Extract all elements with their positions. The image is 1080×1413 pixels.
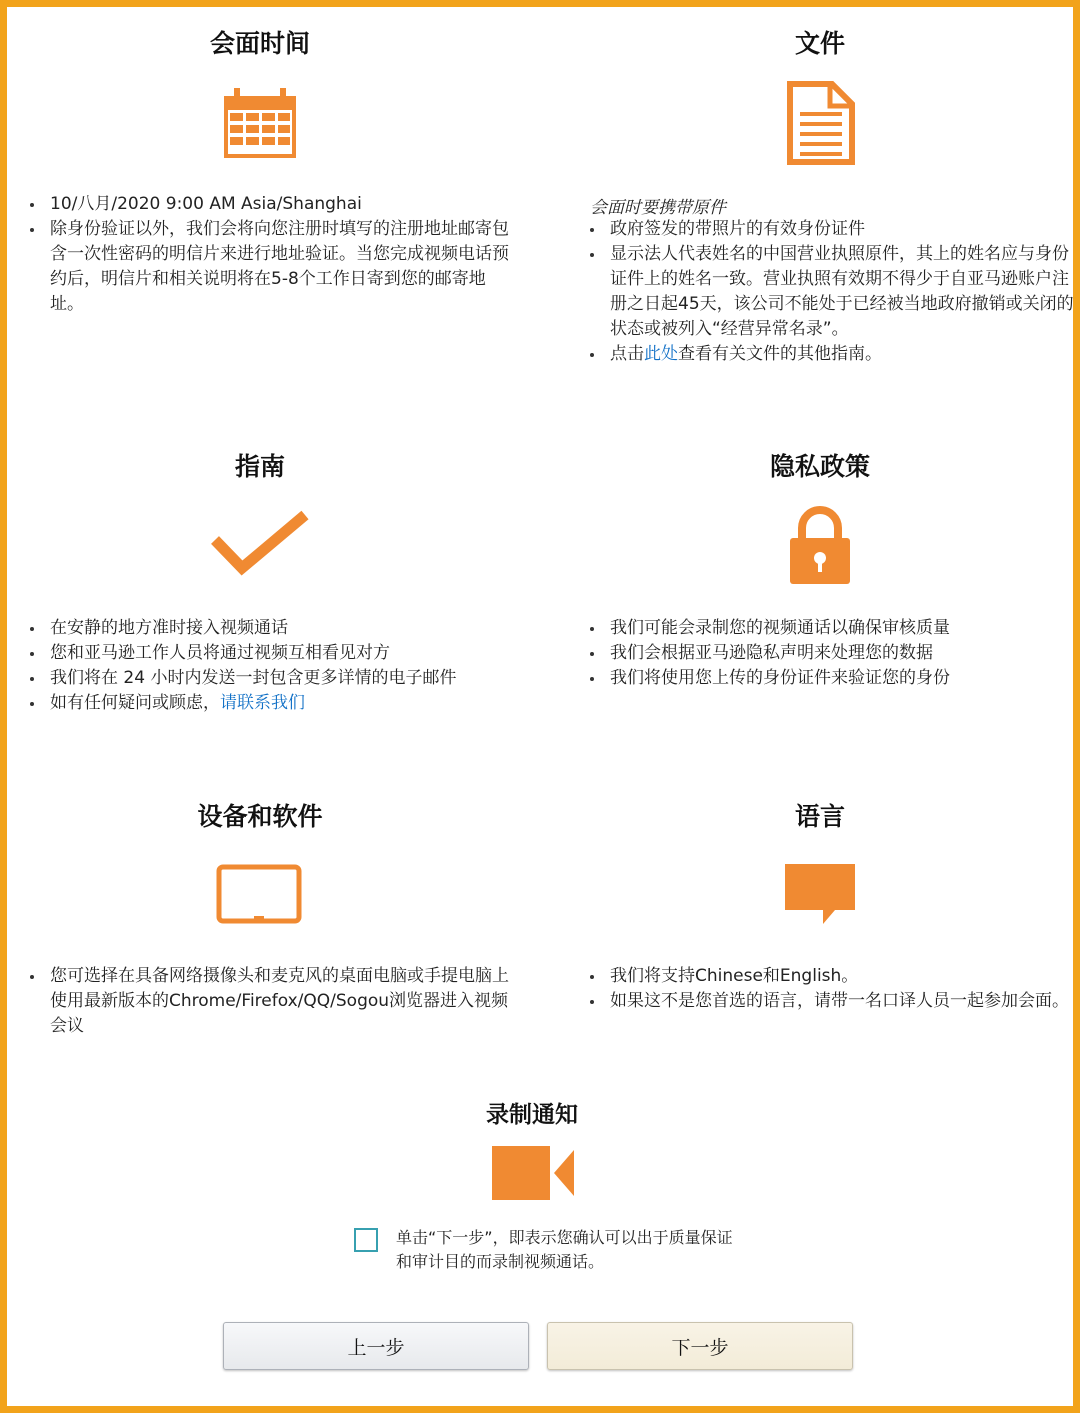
consent-checkbox[interactable]: [354, 1228, 378, 1252]
list-item: 在安静的地方准时接入视频通话: [50, 616, 515, 641]
documents-guide-link[interactable]: 此处: [644, 344, 678, 364]
guide-title: 指南: [234, 452, 285, 481]
privacy-list: [588, 616, 1075, 691]
list-item-link: [610, 342, 1075, 367]
link-suffix: 查看有关文件的其他指南。: [678, 344, 882, 364]
lock-icon: [788, 506, 852, 584]
list-item: 我们将在 24 小时内发送一封包含更多详情的电子邮件: [50, 666, 515, 691]
devices-list: [28, 964, 515, 1039]
list-item: 10/八月/2020 9:00 AM Asia/Shanghai: [50, 192, 515, 217]
document-icon: [786, 80, 856, 166]
recording-title: 录制通知: [486, 1102, 578, 1128]
privacy-title: 隐私政策: [769, 452, 870, 481]
tablet-icon: [216, 864, 302, 924]
list-item: 如果这不是您首选的语言，请带一名口译人员一起参加会面。: [610, 989, 1075, 1014]
privacy-section: [570, 447, 1070, 483]
link-prefix: 点击: [610, 344, 644, 364]
meeting-title: 会面时间: [209, 29, 310, 58]
link-prefix: 如有任何疑问或顾虑，: [50, 693, 220, 713]
devices-title: 设备和软件: [197, 802, 323, 831]
calendar-icon: [222, 88, 298, 160]
list-item-link: [50, 691, 515, 716]
list-item: 我们将使用您上传的身份证件来验证您的身份: [610, 666, 1075, 691]
meeting-list: [28, 192, 515, 317]
devices-section: [10, 797, 510, 833]
language-section: [570, 797, 1070, 833]
list-item: 政府签发的带照片的有效身份证件: [610, 217, 1075, 242]
list-item: 您可选择在具备网络摄像头和麦克风的桌面电脑或手提电脑上使用最新版本的Chrome/Firefox/QQ/Sogou浏览器进入视频会议: [50, 964, 515, 1039]
guide-section: [10, 447, 510, 483]
checkmark-icon: [210, 510, 310, 580]
documents-title: 文件: [794, 29, 845, 58]
language-list: [588, 964, 1075, 1014]
list-item: 我们会根据亚马逊隐私声明来处理您的数据: [610, 641, 1075, 666]
next-button[interactable]: 下一步: [547, 1322, 853, 1370]
guide-list: [28, 616, 515, 716]
language-title: 语言: [794, 802, 845, 831]
recording-section: [282, 1096, 782, 1129]
chat-bubble-icon: [783, 862, 857, 926]
list-item: 显示法人代表姓名的中国营业执照原件，其上的姓名应与身份证件上的姓名一致。营业执照有效期不得少于自亚马逊账户注册之日起45天，该公司不能处于已经被当地政府撤销或关闭的状态或被列入“经营异常名录”。: [610, 242, 1075, 342]
consent-text: 单击“下一步”，即表示您确认可以出于质量保证和审计目的而录制视频通话。: [396, 1228, 733, 1271]
contact-us-link[interactable]: 请联系我们: [220, 693, 305, 713]
meeting-section: [10, 24, 510, 60]
documents-list: [588, 217, 1075, 367]
documents-note: 会面时要携带原件: [590, 198, 726, 218]
video-camera-icon: [490, 1144, 576, 1202]
list-item: 我们可能会录制您的视频通话以确保审核质量: [610, 616, 1075, 641]
documents-section: [570, 24, 1070, 60]
list-item: 您和亚马逊工作人员将通过视频互相看见对方: [50, 641, 515, 666]
list-item: 除身份验证以外，我们会将向您注册时填写的注册地址邮寄包含一次性密码的明信片来进行地址验证。当您完成视频电话预约后，明信片和相关说明将在5-8个工作日寄到您的邮寄地址。: [50, 217, 515, 317]
previous-button[interactable]: 上一步: [223, 1322, 529, 1370]
list-item: 我们将支持Chinese和English。: [610, 964, 1075, 989]
